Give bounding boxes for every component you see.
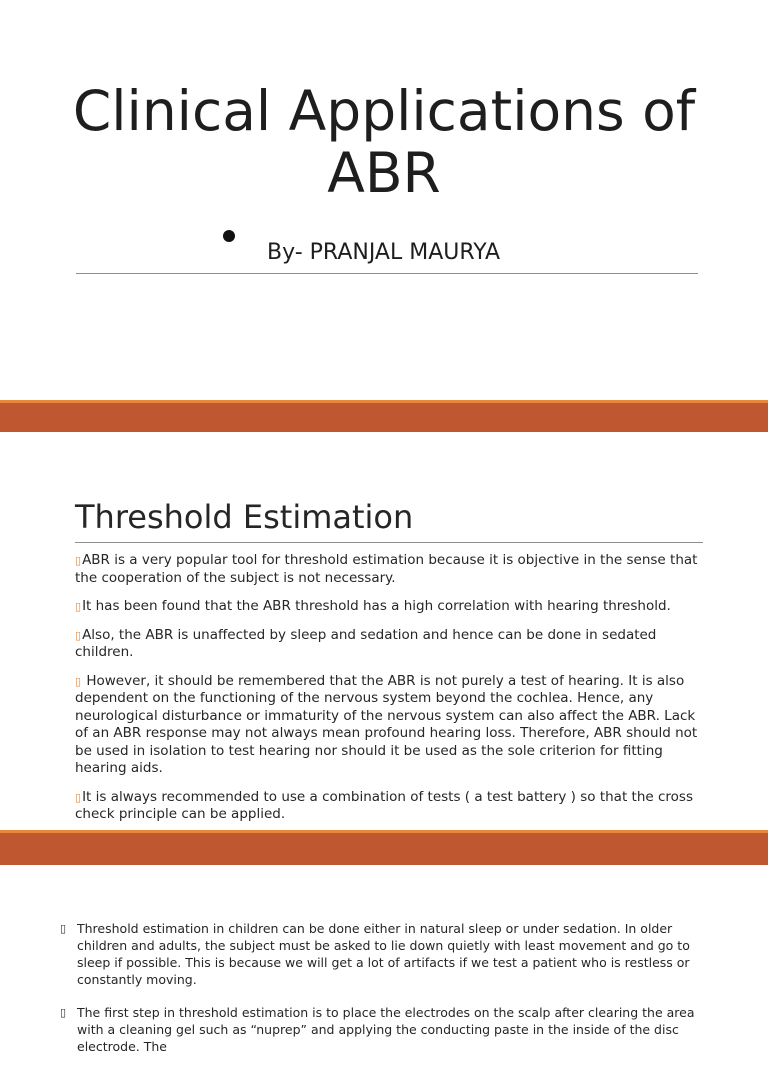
list-item-text: Threshold estimation in children can be done either in natural sleep or under sedation. In older children and adults, the subject must be asked to lie down quietly with least movement and go to sleep if possible. This is because we will get a lot of artifacts if we test a patient who is restless or constantly moving.: [77, 921, 690, 987]
bullet-icon: ▯: [75, 628, 82, 642]
list-item-text: It is always recommended to use a combination of tests ( a test battery ) so that the cross check principle can be applied.: [75, 788, 693, 822]
bullet-icon: ▯: [60, 922, 67, 935]
list-item-text: ABR is a very popular tool for threshold estimation because it is objective in the sense that the cooperation of the subject is not necessary.: [75, 552, 698, 586]
list-item-text: The first step in threshold estimation is to place the electrodes on the scalp after clearing the area with a cleaning gel such as “nuprep” and applying the conducting paste in the inside of the disc electrode. The: [77, 1005, 695, 1054]
list-item: [60, 920, 710, 988]
slide-heading: Threshold Estimation: [75, 498, 414, 536]
bullet-dot-icon: [223, 230, 235, 242]
list-item: [70, 627, 710, 662]
procedure-slide: [0, 865, 768, 1054]
bullet-icon: ▯: [75, 554, 82, 567]
list-item-text: Also, the ABR is unaffected by sleep and sedation and hence can be done in sedated children.: [75, 626, 657, 660]
slide-title: [0, 80, 768, 204]
bullet-list: [70, 552, 710, 835]
slide-subtitle: By- PRANJAL MAURYA: [267, 240, 501, 265]
slide-separator-band: [0, 403, 768, 432]
list-item: [60, 1004, 710, 1055]
title-line-2: ABR: [327, 141, 441, 205]
bullet-icon: ▯: [75, 600, 82, 613]
heading-divider: [75, 542, 703, 543]
slide-separator-band: [0, 833, 768, 865]
list-item: [70, 552, 710, 587]
bullet-icon: ▯: [75, 674, 82, 688]
list-item: [70, 673, 710, 778]
title-slide: [0, 0, 768, 400]
list-item-text: However, it should be remembered that the ABR is not purely a test of hearing. It is also dependent on the functioning of the nervous system beyond the cochlea. Hence, any neurological disturbance or immaturity of the nervous system can also affect the ABR. Lack of an ABR response may not always mean profound hearing loss. Therefore, ABR should not be used in isolation to test hearing nor should it be used as the sole criterion for fitting hearing aids.: [75, 672, 698, 776]
bullet-list: [60, 920, 710, 1071]
bullet-icon: ▯: [60, 1006, 67, 1019]
list-item: [70, 789, 710, 824]
threshold-estimation-slide: [0, 432, 768, 830]
title-divider: [76, 273, 698, 274]
title-line-1: Clinical Applications of: [72, 79, 696, 143]
list-item: [70, 598, 710, 616]
bullet-icon: ▯: [75, 790, 82, 804]
list-item-text: It has been found that the ABR threshold has a high correlation with hearing threshold.: [82, 598, 671, 614]
